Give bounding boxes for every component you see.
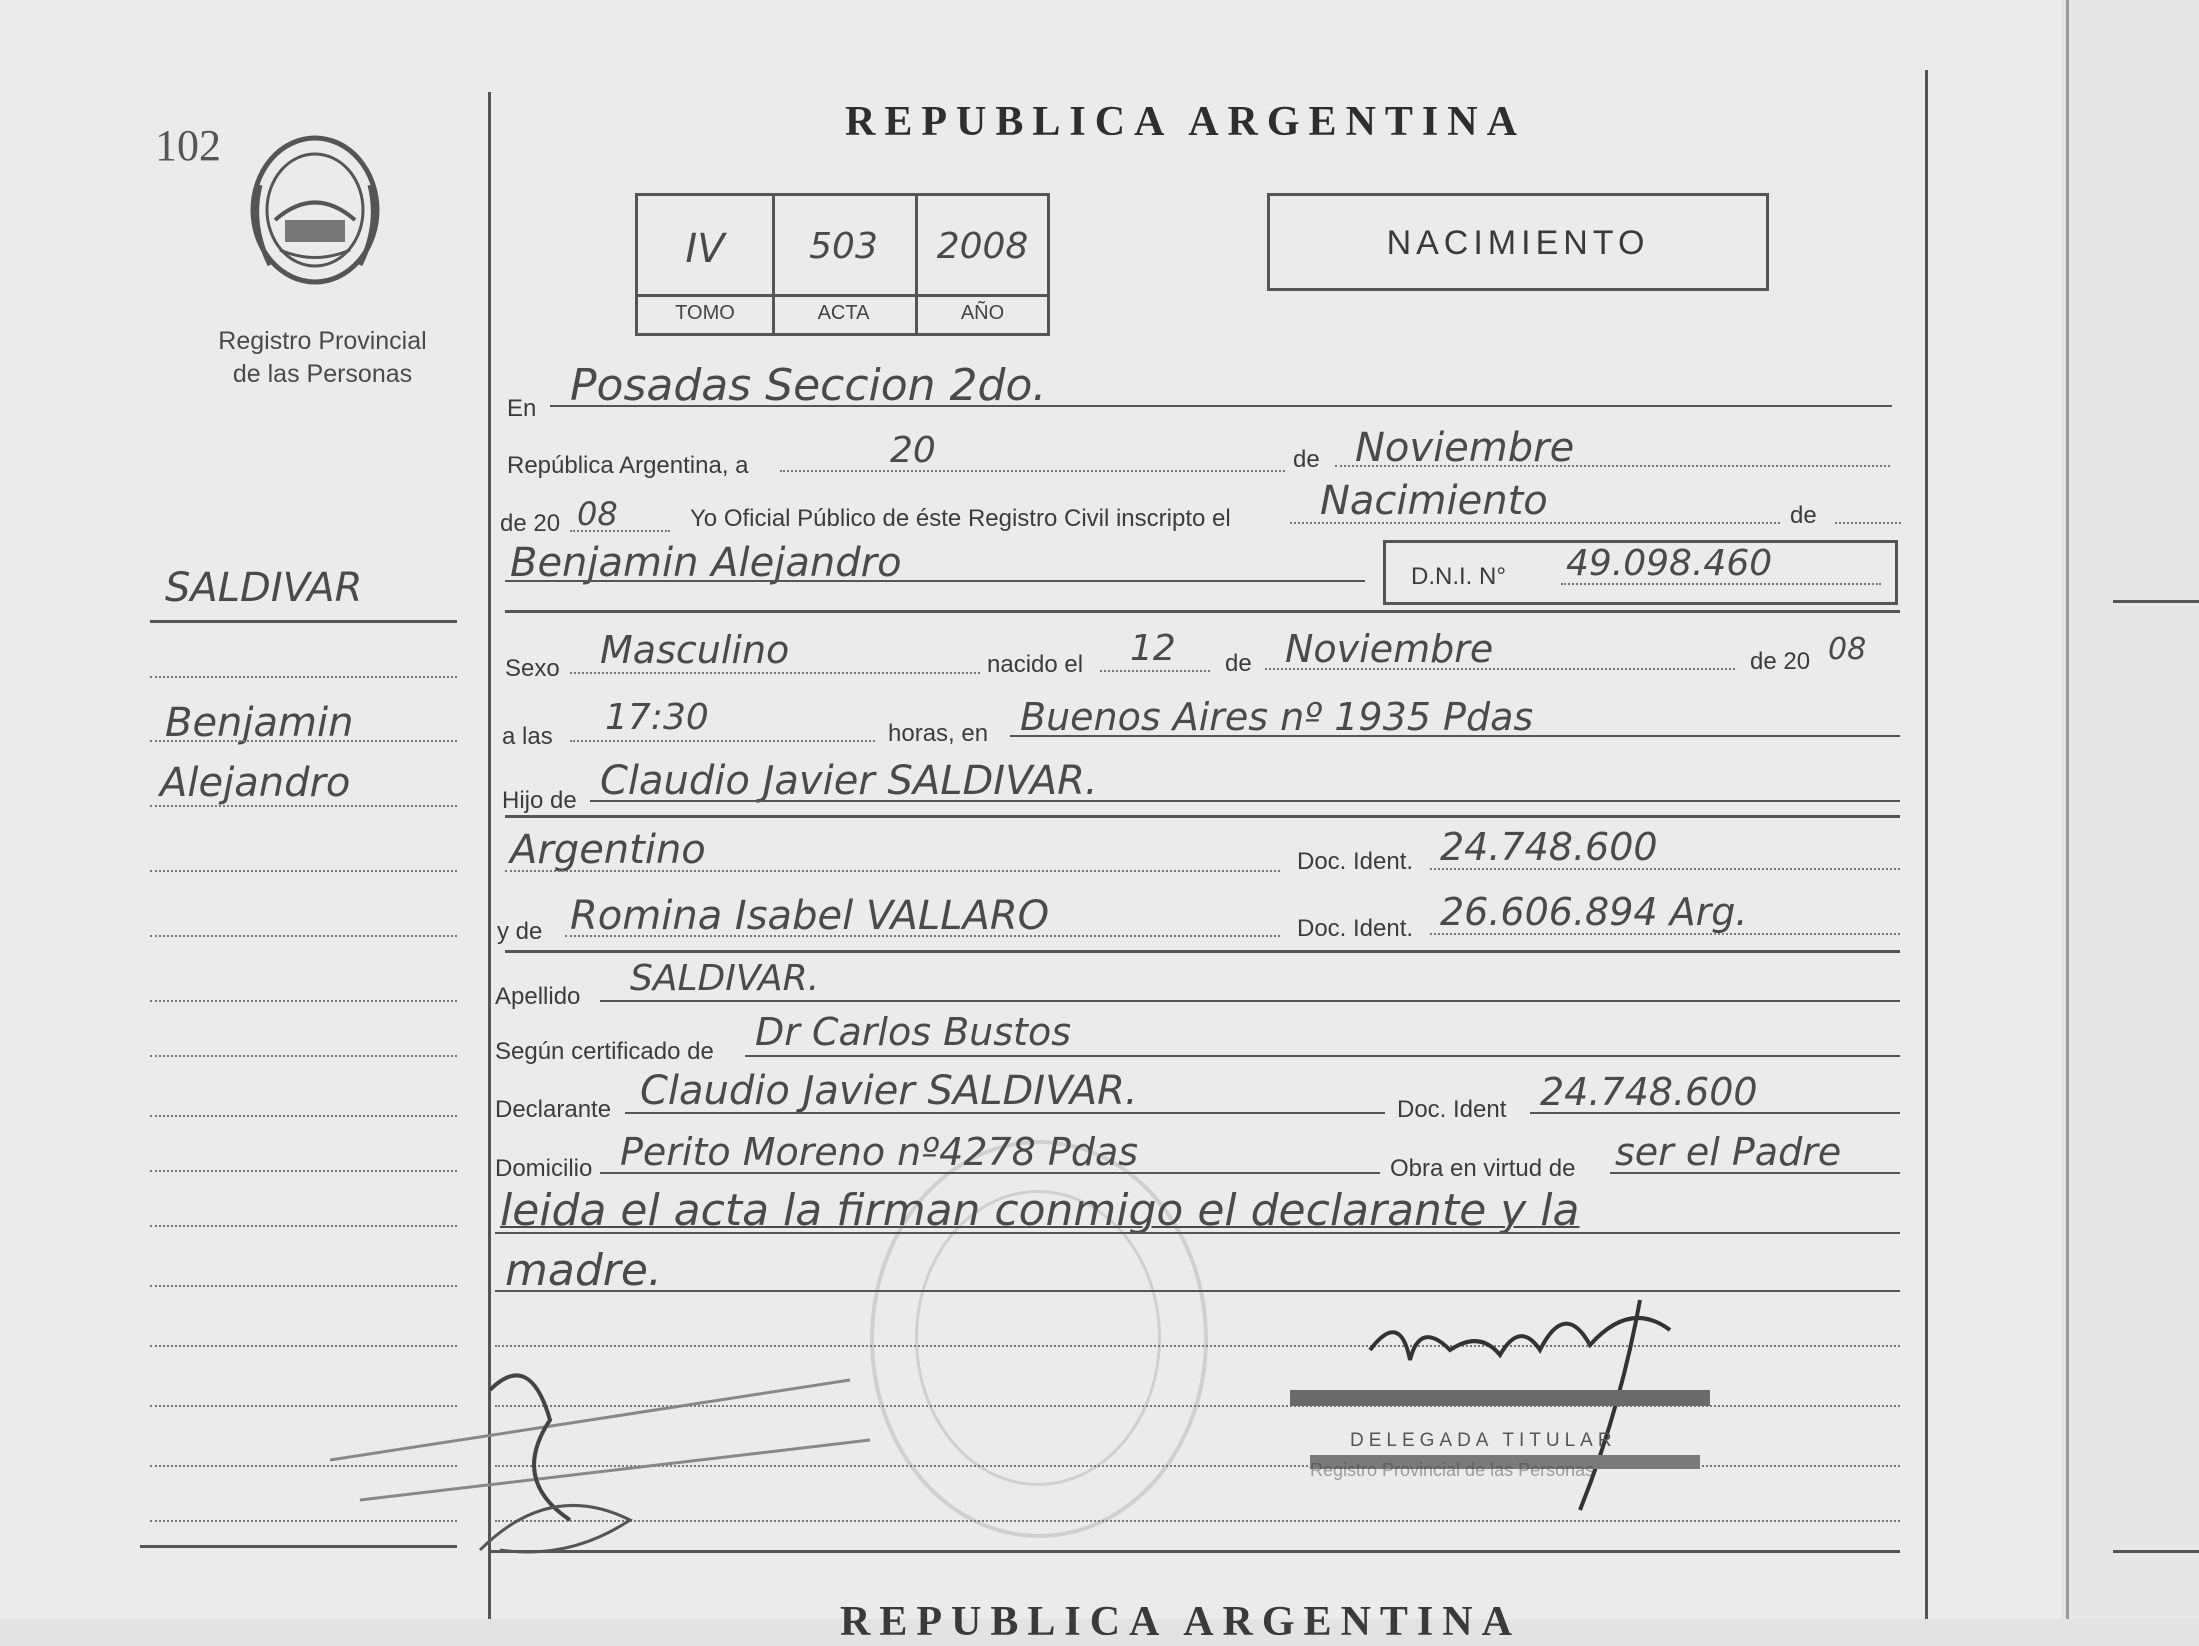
- tomo-value: IV: [685, 226, 725, 272]
- acta-label: ACTA: [817, 302, 870, 324]
- witness-signature: [330, 1320, 890, 1560]
- document-type-box: [1267, 193, 1769, 291]
- obra-value: ser el Padre: [1615, 1130, 1842, 1174]
- oficial-label: Yo Oficial Público de éste Registro Civil inscripto el: [690, 505, 1231, 532]
- adjacent-page: [2066, 0, 2199, 1619]
- tomo-label: TOMO: [675, 302, 735, 324]
- birth-place-value: Buenos Aires nº 1935 Pdas: [1020, 695, 1534, 739]
- dni-value: 49.098.460: [1566, 543, 1773, 584]
- record-box: [635, 193, 1050, 336]
- father-doc-value: 24.748.600: [1440, 825, 1658, 869]
- hijo-label: Hijo de: [502, 787, 577, 814]
- mother-doc-value: 26.606.894 Arg.: [1440, 890, 1748, 934]
- hour-value: 17:30: [605, 697, 709, 738]
- child-name-value: Benjamin Alejandro: [510, 540, 902, 586]
- alas-label: a las: [502, 723, 553, 750]
- inscripto-value: Nacimiento: [1320, 478, 1548, 524]
- document-type: NACIMIENTO: [1386, 224, 1650, 262]
- registry-name-line1: Registro Provincial: [218, 327, 427, 355]
- declarante-value: Claudio Javier SALDIVAR.: [640, 1068, 1138, 1114]
- doc-ident-label-2: Doc. Ident.: [1297, 915, 1414, 942]
- declarante-doc-value: 24.748.600: [1540, 1070, 1758, 1114]
- registry-name: [190, 325, 455, 391]
- footer-title: REPUBLICA ARGENTINA: [840, 1599, 1521, 1645]
- right-border: [1925, 70, 1928, 1619]
- dni-box: [1383, 540, 1898, 605]
- note-line-1: leida el acta la firman conmigo el declarante y la: [500, 1185, 1580, 1236]
- republica-label: República Argentina, a: [507, 452, 749, 479]
- anio-label: AÑO: [960, 302, 1005, 324]
- de-label-2: de: [1790, 502, 1817, 529]
- obra-label: Obra en virtud de: [1390, 1155, 1576, 1182]
- mother-value: Romina Isabel VALLARO: [570, 893, 1050, 939]
- year-value: 08: [577, 495, 618, 533]
- domicilio-label: Domicilio: [495, 1155, 593, 1182]
- en-label: En: [507, 395, 537, 422]
- province-seal-icon: [240, 125, 390, 295]
- official-round-stamp-inner-icon: [915, 1190, 1161, 1486]
- registry-name-line2: de las Personas: [232, 360, 413, 388]
- doc-ident-label: Doc. Ident.: [1297, 848, 1414, 875]
- segun-value: Dr Carlos Bustos: [755, 1010, 1071, 1054]
- margin-given-name-2: Alejandro: [160, 760, 351, 806]
- day-value: 20: [890, 430, 936, 471]
- apellido-value: SALDIVAR.: [630, 958, 820, 999]
- horas-label: horas, en: [888, 720, 989, 747]
- father-value: Claudio Javier SALDIVAR.: [600, 758, 1098, 804]
- year-prefix: de 20: [500, 510, 561, 537]
- acta-value: 503: [809, 226, 878, 267]
- margin-surname: SALDIVAR: [165, 565, 363, 611]
- birth-year-prefix: de 20: [1750, 648, 1811, 675]
- registry-number: 102: [155, 121, 221, 170]
- de-label: de: [1293, 446, 1320, 473]
- sexo-value: Masculino: [600, 628, 790, 672]
- page-title: REPUBLICA ARGENTINA: [845, 99, 1526, 145]
- segun-label: Según certificado de: [495, 1038, 714, 1065]
- birth-day-value: 12: [1130, 628, 1176, 669]
- signer-role: DELEGADA TITULAR: [1350, 1430, 1617, 1451]
- anio-value: 2008: [936, 226, 1029, 267]
- sexo-label: Sexo: [505, 655, 560, 682]
- domicilio-value: Perito Moreno nº4278 Pdas: [620, 1130, 1139, 1174]
- margin-given-name-1: Benjamin: [165, 700, 354, 746]
- yde-label: y de: [497, 918, 543, 945]
- month-value: Noviembre: [1355, 425, 1575, 471]
- doc-ident-label-3: Doc. Ident: [1397, 1096, 1507, 1123]
- signer-org: Registro Provincial de las Personas: [1310, 1460, 1595, 1480]
- declarante-label: Declarante: [495, 1096, 612, 1123]
- note-line-2: madre.: [505, 1245, 662, 1296]
- de-label-3: de: [1225, 650, 1252, 677]
- registrar-signature: [1290, 1290, 1750, 1520]
- nacido-label: nacido el: [987, 651, 1084, 678]
- birth-month-value: Noviembre: [1285, 627, 1494, 671]
- place-value: Posadas Seccion 2do.: [570, 360, 1047, 411]
- apellido-label: Apellido: [495, 983, 581, 1010]
- birth-year-value: 08: [1828, 632, 1867, 667]
- dni-label: D.N.I. N°: [1411, 563, 1506, 590]
- father-nationality: Argentino: [510, 827, 706, 873]
